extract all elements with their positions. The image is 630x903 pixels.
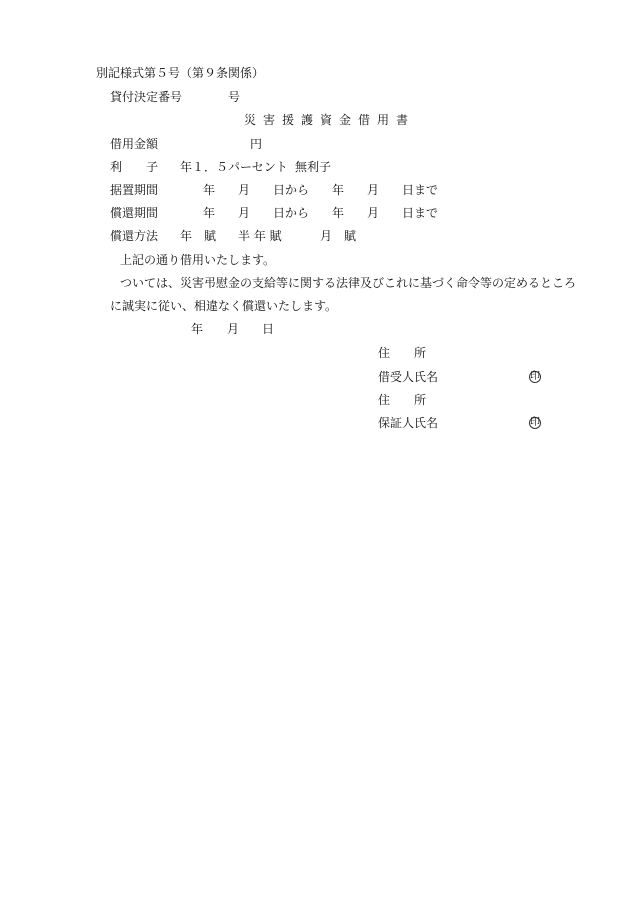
loan-number-label: 貸付決定番号 xyxy=(110,90,183,104)
date-month: 月 xyxy=(227,322,240,336)
borrower-seal-mark: 印 xyxy=(530,371,540,382)
date-year: 年 xyxy=(191,322,204,336)
body-line-2: ついては、災害弔慰金の支給等に関する法律及びこれに基づく命令等の定めるところ xyxy=(120,276,577,290)
repay-from-year: 年 xyxy=(203,206,216,220)
guarantor-seal-mark: 印 xyxy=(530,417,540,428)
document-title: 災害援護資金借用書 xyxy=(244,113,416,127)
grace-to-month: 月 xyxy=(367,183,380,197)
borrower-name-label: 借受人氏名 xyxy=(378,370,439,384)
body-line-1: 上記の通り借用いたします。 xyxy=(120,253,276,267)
method-annual: 年 賦 xyxy=(180,229,217,243)
grace-from-day: 日から xyxy=(273,183,310,197)
guarantor-address-label: 住 所 xyxy=(378,393,427,407)
interest-rate: 年１．５パーセント xyxy=(180,160,288,174)
guarantor-name-label: 保証人氏名 xyxy=(378,416,439,430)
date-day: 日 xyxy=(262,322,275,336)
interest-free: 無利子 xyxy=(295,160,332,174)
grace-from-month: 月 xyxy=(238,183,251,197)
grace-to-year: 年 xyxy=(332,183,345,197)
repay-to-year: 年 xyxy=(332,206,345,220)
grace-to-day: 日まで xyxy=(402,183,439,197)
amount-unit: 円 xyxy=(250,137,263,151)
repay-to-month: 月 xyxy=(367,206,380,220)
repay-from-month: 月 xyxy=(238,206,251,220)
grace-from-year: 年 xyxy=(203,183,216,197)
form-header: 別記様式第５号（第９条関係） xyxy=(96,66,265,80)
repayment-period-label: 償還期間 xyxy=(110,206,159,220)
method-monthly: 月 賦 xyxy=(320,229,357,243)
grace-period-label: 据置期間 xyxy=(110,183,159,197)
amount-label: 借用金額 xyxy=(110,137,159,151)
interest-label: 利 子 xyxy=(110,160,159,174)
loan-number-suffix: 号 xyxy=(228,90,241,104)
repay-to-day: 日まで xyxy=(402,206,439,220)
body-line-3: に誠実に従い、相違なく償還いたします。 xyxy=(110,299,338,313)
repayment-method-label: 償還方法 xyxy=(110,229,159,243)
borrower-address-label: 住 所 xyxy=(378,346,427,360)
method-semiannual: 半 年 賦 xyxy=(238,229,282,243)
repay-from-day: 日から xyxy=(273,206,310,220)
